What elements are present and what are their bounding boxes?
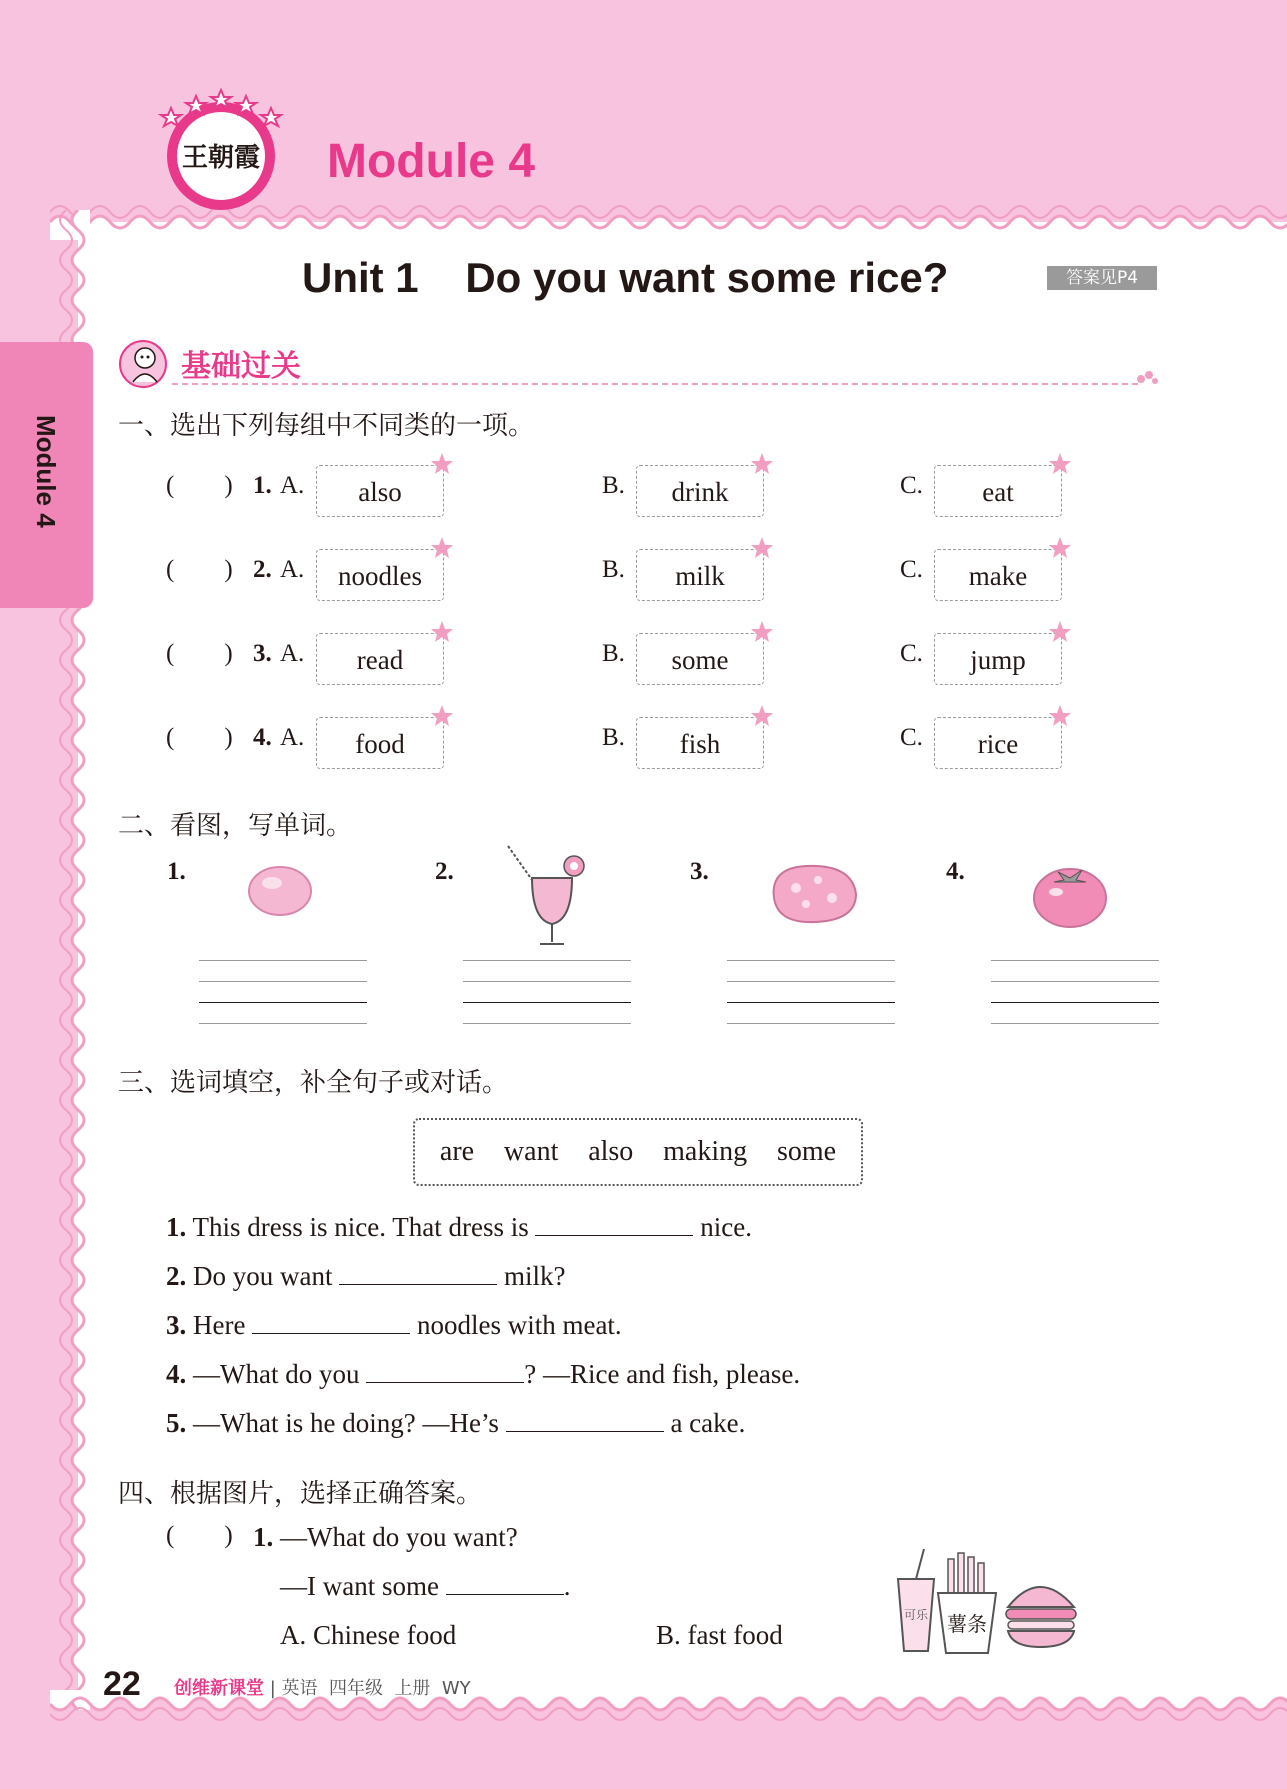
question-number: 4. (253, 724, 272, 751)
question-number: 3. (253, 640, 272, 667)
part1-title: 一、选出下列每组中不同类的一项。 (118, 411, 535, 441)
bread-icon (766, 858, 860, 928)
svg-text:薯条: 薯条 (947, 1612, 987, 1636)
option-word-box: food (316, 717, 444, 769)
answer-paren[interactable]: ( ) (166, 724, 233, 751)
juice-glass-icon (502, 842, 592, 950)
unit-title: Unit 1 Do you want some rice? (302, 254, 949, 301)
option-word-box: read (316, 633, 444, 685)
page-number: 22 (103, 1665, 141, 1703)
option-label: C. (900, 556, 923, 583)
question-text: 1. —What do you want? (253, 1522, 518, 1552)
svg-text:王朝霞: 王朝霞 (181, 143, 261, 173)
section-header-divider (172, 383, 1138, 385)
option-word-box: some (636, 633, 764, 685)
option-word-box: jump (934, 633, 1062, 685)
fill-blank[interactable] (506, 1409, 664, 1432)
footer-details: 英语 四年级 上册 WY (281, 1678, 471, 1699)
svg-text:可乐: 可乐 (903, 1608, 929, 1622)
word-bank-item: want (503, 1136, 559, 1167)
decorative-dots-icon (1136, 369, 1160, 387)
option-word-box: also (316, 465, 444, 517)
part4-title: 四、根据图片，选择正确答案。 (118, 1479, 483, 1509)
word-bank-box (413, 1118, 863, 1186)
fill-blank[interactable] (252, 1311, 410, 1334)
option-label: A. (280, 640, 305, 667)
option-word-box: eat (934, 465, 1062, 517)
fill-sentence: 5. —What is he doing? —He’s a cake. (166, 1408, 746, 1438)
answer-lines[interactable] (199, 960, 367, 1044)
fill-sentence: 2. Do you want milk? (166, 1261, 566, 1291)
fill-sentence: 4. —What do you ? —Rice and fish, please. (166, 1359, 801, 1389)
tomato-icon (1030, 858, 1110, 930)
option-label: C. (900, 472, 923, 499)
question-number: 1. (253, 472, 272, 499)
answer-reference-badge: 答案见P4 (1047, 266, 1157, 290)
word-bank-item: also (588, 1136, 634, 1167)
section-header-title: 基础过关 (181, 349, 301, 384)
picture-number: 3. (690, 858, 709, 885)
answer-paren[interactable]: ( ) (166, 640, 233, 667)
picture-number: 1. (167, 858, 186, 885)
option-a: A. Chinese food (280, 1620, 457, 1650)
answer-paren[interactable]: ( ) (166, 1522, 233, 1549)
answer-lines[interactable] (991, 960, 1159, 1044)
answer-lines[interactable] (727, 960, 895, 1044)
option-word-box: make (934, 549, 1062, 601)
answer-lines[interactable] (463, 960, 631, 1044)
option-word-box: noodles (316, 549, 444, 601)
part3-title: 三、选词填空，补全句子或对话。 (118, 1068, 509, 1098)
footer-brand: 创维新课堂 (174, 1678, 264, 1699)
picture-number: 2. (435, 858, 454, 885)
word-bank-item: are (439, 1136, 475, 1167)
option-label: A. (280, 472, 305, 499)
option-label: B. (602, 640, 625, 667)
answer-sentence: —I want some . (280, 1571, 571, 1601)
fill-blank[interactable] (446, 1572, 564, 1595)
girl-mascot-icon (117, 338, 169, 388)
fill-blank[interactable] (535, 1213, 693, 1236)
part2-title: 二、看图，写单词。 (118, 811, 353, 841)
fill-blank[interactable] (366, 1360, 524, 1383)
option-label: A. (280, 724, 305, 751)
word-bank-item: making (663, 1136, 748, 1167)
fast-food-icon (884, 1545, 1088, 1657)
option-word-box: fish (636, 717, 764, 769)
option-b: B. fast food (656, 1620, 783, 1650)
module-title: Module 4 (327, 135, 536, 188)
option-word-box: milk (636, 549, 764, 601)
option-label: C. (900, 640, 923, 667)
egg-icon (245, 862, 315, 920)
option-label: A. (280, 556, 305, 583)
option-word-box: rice (934, 717, 1062, 769)
fill-sentence: 3. Here noodles with meat. (166, 1310, 622, 1340)
footer-separator: | (269, 1678, 276, 1699)
option-label: B. (602, 472, 625, 499)
brand-logo-icon (158, 88, 284, 212)
fill-blank[interactable] (339, 1262, 497, 1285)
side-tab-label: Module 4 (31, 415, 61, 528)
option-label: B. (602, 556, 625, 583)
question-number: 2. (253, 556, 272, 583)
word-bank-item: some (776, 1136, 837, 1167)
option-word-box: drink (636, 465, 764, 517)
picture-number: 4. (946, 858, 965, 885)
footer-info (174, 1674, 471, 1700)
answer-paren[interactable]: ( ) (166, 556, 233, 583)
option-label: B. (602, 724, 625, 751)
option-label: C. (900, 724, 923, 751)
answer-paren[interactable]: ( ) (166, 472, 233, 499)
paper-area (78, 222, 1287, 1690)
fill-sentence: 1. This dress is nice. That dress is nice. (166, 1212, 752, 1242)
